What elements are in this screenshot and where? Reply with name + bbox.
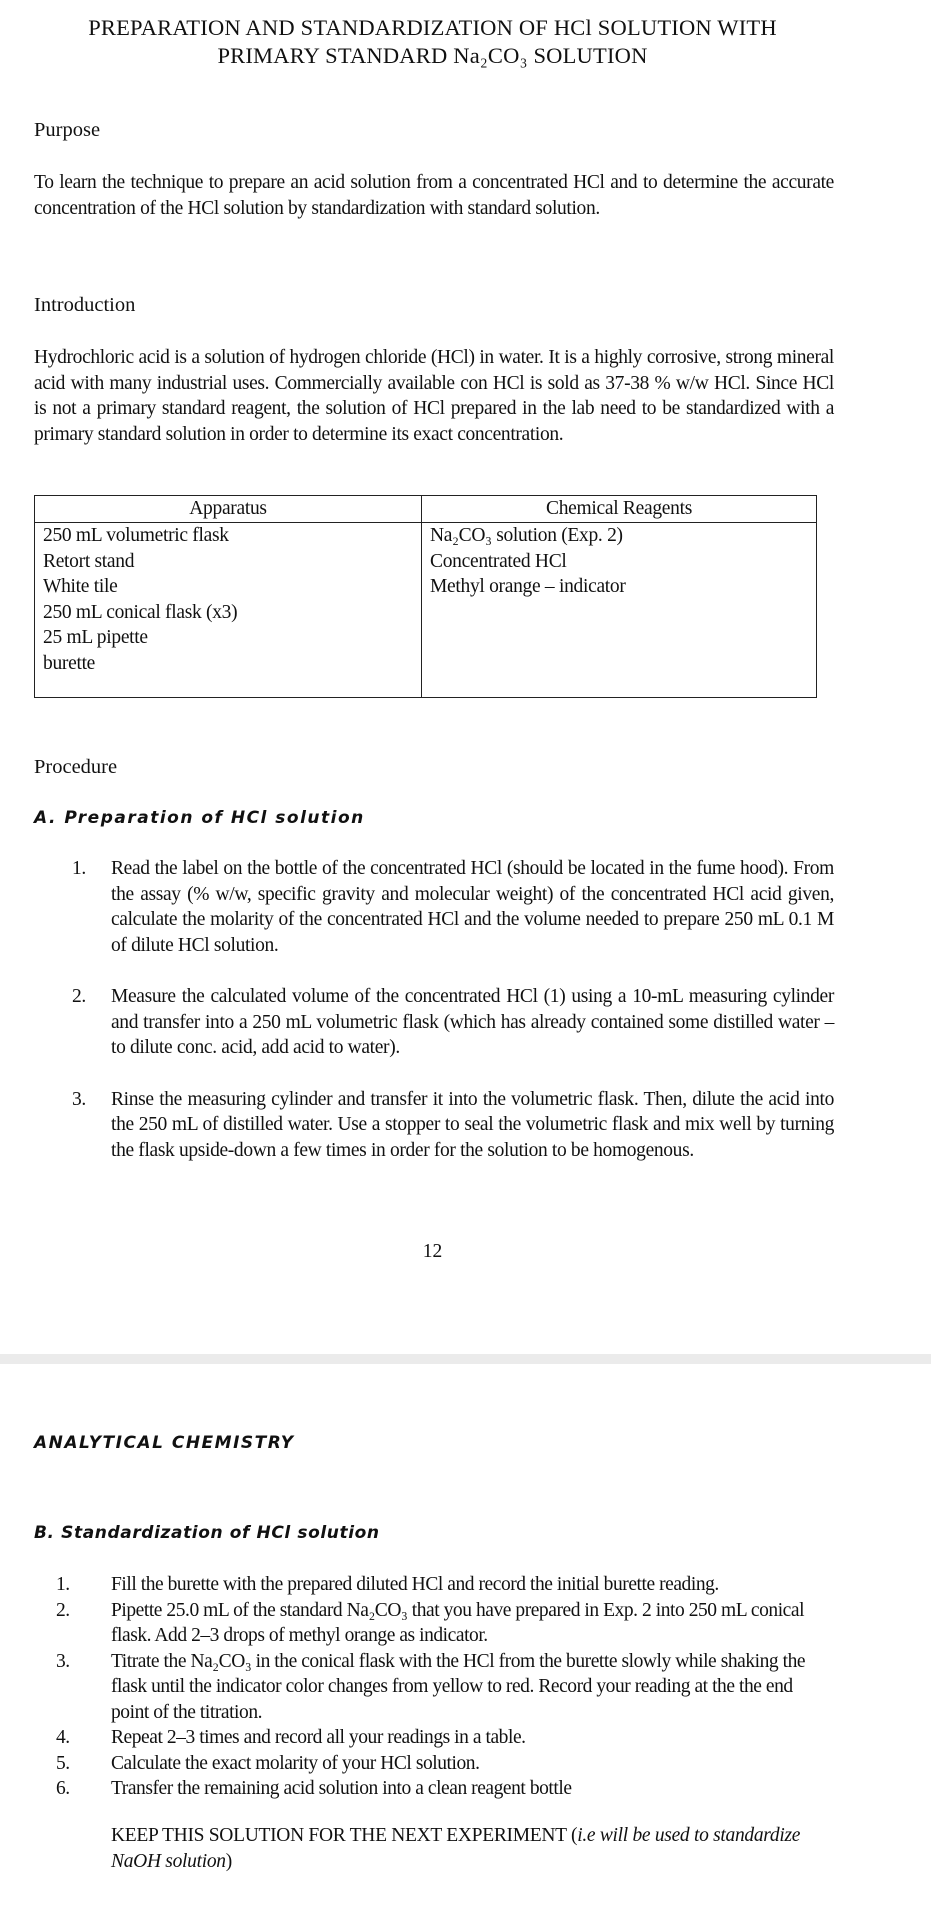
step-number: 2. (56, 1599, 70, 1621)
reagent-item: Methyl orange – indicator (430, 576, 626, 597)
step-number: 2. (72, 986, 86, 1007)
step-text: Titrate the Na₂CO₃ in the conical flask with the HCl from the burette slowly while shaking the flask until the indicator color changes from yellow to red. Record your reading at the the end point of the titration. (111, 1650, 806, 1723)
table-header-apparatus: Apparatus (35, 496, 422, 523)
reagent-item: Na₂CO₃ solution (Exp. 2) (430, 525, 623, 546)
purpose-text: To learn the technique to prepare an acid solution from a concentrated HCl and to determine the accurate concentration of the HCl solution by standardization with standard solution. (34, 172, 834, 219)
step-text: Rinse the measuring cylinder and transfer it into the volumetric flask. Then, dilute the acid into the 250 mL of distilled water. Use a stopper to seal the volumetric flask and mix well by turning the flask upside-down a few times in order for the solution to be homogenous. (111, 1088, 834, 1161)
title-line-1: PREPARATION AND STANDARDIZATION OF HCl SOLUTION WITH (88, 15, 777, 40)
list-item (56, 1572, 834, 1598)
step-number: 6. (56, 1778, 70, 1799)
purpose-heading: Purpose (34, 119, 101, 141)
table-header-reagents: Chemical Reagents (422, 496, 817, 523)
step-number: 3. (72, 1088, 86, 1110)
list-item (72, 1087, 834, 1164)
step-text: Calculate the exact molarity of your HCl solution. (111, 1752, 480, 1774)
step-number: 5. (56, 1752, 70, 1774)
page-separator (0, 1354, 931, 1364)
apparatus-item: White tile (43, 576, 118, 597)
section-b-steps (56, 1572, 834, 1802)
step-text: Repeat 2–3 times and record all your readings in a table. (111, 1727, 526, 1748)
apparatus-cell (35, 523, 422, 698)
step-text: Measure the calculated volume of the concentrated HCl (1) using a 10-mL measuring cylinder and transfer into a 250 mL volumetric flask (which has already contained some distilled water – to dilute conc. acid, add acid to water). (111, 986, 834, 1058)
document-title (0, 14, 865, 70)
keep-solution-note (111, 1823, 831, 1874)
procedure-heading: Procedure (34, 756, 118, 778)
apparatus-item: 250 mL conical flask (x3) (43, 601, 238, 623)
step-number: 1. (56, 1574, 70, 1595)
running-header: ANALYTICAL CHEMISTRY (34, 1433, 295, 1453)
keep-note-italic: i.e will be used to standardize NaOH solution (111, 1825, 801, 1872)
step-text: Pipette 25.0 mL of the standard Na₂CO₃ that you have prepared in Exp. 2 into 250 mL conical flask. Add 2–3 drops of methyl orange as indicator. (111, 1599, 805, 1646)
step-number: 1. (72, 858, 86, 879)
keep-note-main: KEEP THIS SOLUTION FOR THE NEXT EXPERIMENT (111, 1825, 567, 1846)
section-b-heading: B. Standardization of HCl solution (34, 1523, 380, 1543)
page-number: 12 (422, 1241, 443, 1262)
list-item (56, 1776, 834, 1802)
introduction-heading: Introduction (34, 294, 136, 316)
list-item (56, 1649, 834, 1726)
reagent-item: Concentrated HCl (430, 550, 567, 572)
reagents-cell (422, 523, 817, 698)
step-number: 4. (56, 1727, 70, 1748)
apparatus-item: burette (43, 652, 96, 674)
apparatus-item: 250 mL volumetric flask (43, 525, 229, 546)
list-item (72, 984, 834, 1061)
keep-note-paren-close: ) (225, 1850, 232, 1872)
list-item (56, 1598, 834, 1649)
title-line-2: PRIMARY STANDARD Na₂CO₃ SOLUTION (217, 43, 648, 68)
step-number: 3. (56, 1650, 70, 1672)
step-text: Fill the burette with the prepared diluted HCl and record the initial burette reading. (111, 1574, 719, 1595)
list-item (56, 1751, 834, 1777)
section-a-heading: A. Preparation of HCl solution (34, 808, 365, 828)
keep-note-paren-open: ( (566, 1825, 578, 1846)
step-text: Read the label on the bottle of the concentrated HCl (should be located in the fume hood). From the assay (% w/w, specific gravity and molecular weight) of the concentrated HCl acid given, calculate the molarity of the concentrated HCl and the volume needed to prepare 250 mL 0.1 M of dilute HCl solution. (111, 858, 834, 956)
step-text: Transfer the remaining acid solution into a clean reagent bottle (111, 1778, 572, 1799)
apparatus-item: 25 mL pipette (43, 627, 148, 648)
section-a-steps (72, 856, 834, 1163)
apparatus-item: Retort stand (43, 550, 135, 572)
list-item (72, 856, 834, 958)
apparatus-reagents-table (34, 495, 817, 698)
introduction-text: Hydrochloric acid is a solution of hydrogen chloride (HCl) in water. It is a highly corrosive, strong mineral acid with many industrial uses. Commercially available con HCl is sold as 37-38 % w/w HCl. Since HCl is not a primary standard reagent, the solution of HCl prepared in the lab need to be standardized with a primary standard solution in order to determine its exact concentration. (34, 347, 834, 445)
list-item (56, 1725, 834, 1751)
